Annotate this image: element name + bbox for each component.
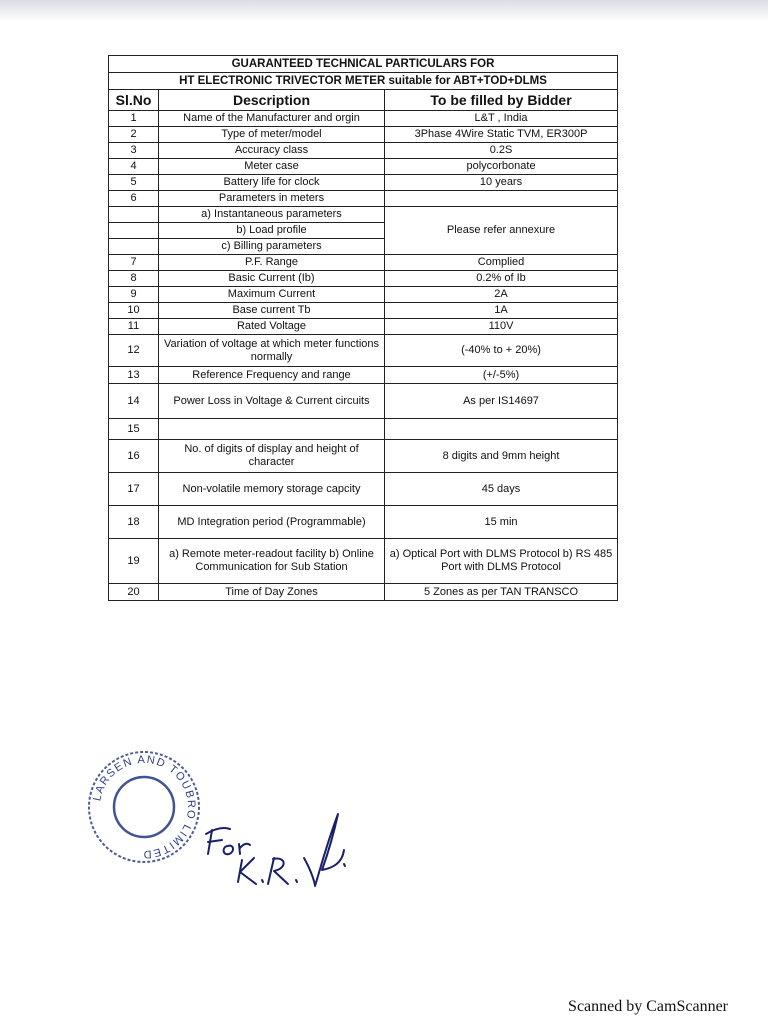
row-value: 2A [385, 287, 618, 303]
table-row [109, 127, 618, 143]
table-row [109, 384, 618, 419]
row-description: MD Integration period (Programmable) [159, 506, 385, 539]
table-row [109, 303, 618, 319]
row-description: Meter case [159, 159, 385, 175]
table-row [109, 159, 618, 175]
header-bidder: To be filled by Bidder [385, 90, 618, 111]
row-sl: 2 [109, 127, 159, 143]
row-value: 10 years [385, 175, 618, 191]
row-value: polycorbonate [385, 159, 618, 175]
row-value: 110V [385, 319, 618, 335]
row-value: 8 digits and 9mm height [385, 440, 618, 473]
row-sl: 16 [109, 440, 159, 473]
row-sl [109, 207, 159, 223]
row-value: (-40% to + 20%) [385, 335, 618, 367]
table-row [109, 419, 618, 440]
svg-text:LARSEN AND TOUBRO LIMITED: LARSEN AND TOUBRO LIMITED [91, 753, 198, 861]
table-row [109, 271, 618, 287]
row-description: Battery life for clock [159, 175, 385, 191]
row-value [385, 419, 618, 440]
row-description: a) Instantaneous parameters [159, 207, 385, 223]
table-row [109, 539, 618, 584]
row-description: Name of the Manufacturer and orgin [159, 111, 385, 127]
row-description: Accuracy class [159, 143, 385, 159]
parameters-note: Please refer annexure [385, 207, 618, 255]
row-value: 3Phase 4Wire Static TVM, ER300P [385, 127, 618, 143]
row-sl: 6 [109, 191, 159, 207]
row-sl: 19 [109, 539, 159, 584]
scanner-watermark: Scanned by CamScanner [568, 998, 728, 1015]
header-description: Description [159, 90, 385, 111]
row-sl: 13 [109, 367, 159, 384]
row-sl: 14 [109, 384, 159, 419]
row-value: (+/-5%) [385, 367, 618, 384]
row-description: Power Loss in Voltage & Current circuits [159, 384, 385, 419]
particulars-table [108, 55, 618, 601]
row-sl: 8 [109, 271, 159, 287]
row-value: Complied [385, 255, 618, 271]
row-description: Time of Day Zones [159, 584, 385, 601]
scan-shadow-band [0, 0, 768, 22]
table-row [109, 191, 618, 207]
row-description: Basic Current (Ib) [159, 271, 385, 287]
company-seal-stamp [85, 748, 203, 866]
row-description: Reference Frequency and range [159, 367, 385, 384]
row-value [385, 191, 618, 207]
row-value: 0.2S [385, 143, 618, 159]
row-sl: 11 [109, 319, 159, 335]
row-sl [109, 223, 159, 239]
row-value: 1A [385, 303, 618, 319]
technical-particulars-sheet [108, 55, 617, 601]
row-description: Base current Tb [159, 303, 385, 319]
table-row [109, 207, 618, 223]
row-sl: 20 [109, 584, 159, 601]
row-sl: 10 [109, 303, 159, 319]
row-sl: 1 [109, 111, 159, 127]
table-row [109, 335, 618, 367]
row-sl: 18 [109, 506, 159, 539]
row-description: Non-volatile memory storage capcity [159, 473, 385, 506]
row-value: 0.2% of Ib [385, 271, 618, 287]
row-description: Type of meter/model [159, 127, 385, 143]
table-row [109, 319, 618, 335]
row-description: Rated Voltage [159, 319, 385, 335]
row-value: 5 Zones as per TAN TRANSCO [385, 584, 618, 601]
row-description: P.F. Range [159, 255, 385, 271]
row-sl: 3 [109, 143, 159, 159]
header-sl-no: Sl.No [109, 90, 159, 111]
table-row [109, 175, 618, 191]
row-sl: 7 [109, 255, 159, 271]
table-row [109, 255, 618, 271]
row-description: Parameters in meters [159, 191, 385, 207]
row-description [159, 419, 385, 440]
row-sl: 17 [109, 473, 159, 506]
row-sl: 15 [109, 419, 159, 440]
row-description: Maximum Current [159, 287, 385, 303]
table-title-line2: HT ELECTRONIC TRIVECTOR METER suitable for ABT+TOD+DLMS [109, 73, 618, 90]
table-row [109, 111, 618, 127]
table-title-line1: GUARANTEED TECHNICAL PARTICULARS FOR [109, 56, 618, 73]
table-row [109, 440, 618, 473]
row-value: As per IS14697 [385, 384, 618, 419]
row-value: 45 days [385, 473, 618, 506]
row-value: a) Optical Port with DLMS Protocol b) RS 485 Port with DLMS Protocol [385, 539, 618, 584]
row-sl [109, 239, 159, 255]
handwritten-signature [198, 792, 418, 900]
row-sl: 4 [109, 159, 159, 175]
row-value: L&T , India [385, 111, 618, 127]
table-row [109, 287, 618, 303]
row-description: Variation of voltage at which meter functions normally [159, 335, 385, 367]
table-row [109, 473, 618, 506]
row-sl: 5 [109, 175, 159, 191]
row-description: No. of digits of display and height of character [159, 440, 385, 473]
row-sl: 12 [109, 335, 159, 367]
row-description: b) Load profile [159, 223, 385, 239]
row-sl: 9 [109, 287, 159, 303]
table-row [109, 584, 618, 601]
table-row [109, 367, 618, 384]
table-row [109, 143, 618, 159]
row-description: a) Remote meter-readout facility b) Online Communication for Sub Station [159, 539, 385, 584]
row-description: c) Billing parameters [159, 239, 385, 255]
row-value: 15 min [385, 506, 618, 539]
table-row [109, 506, 618, 539]
